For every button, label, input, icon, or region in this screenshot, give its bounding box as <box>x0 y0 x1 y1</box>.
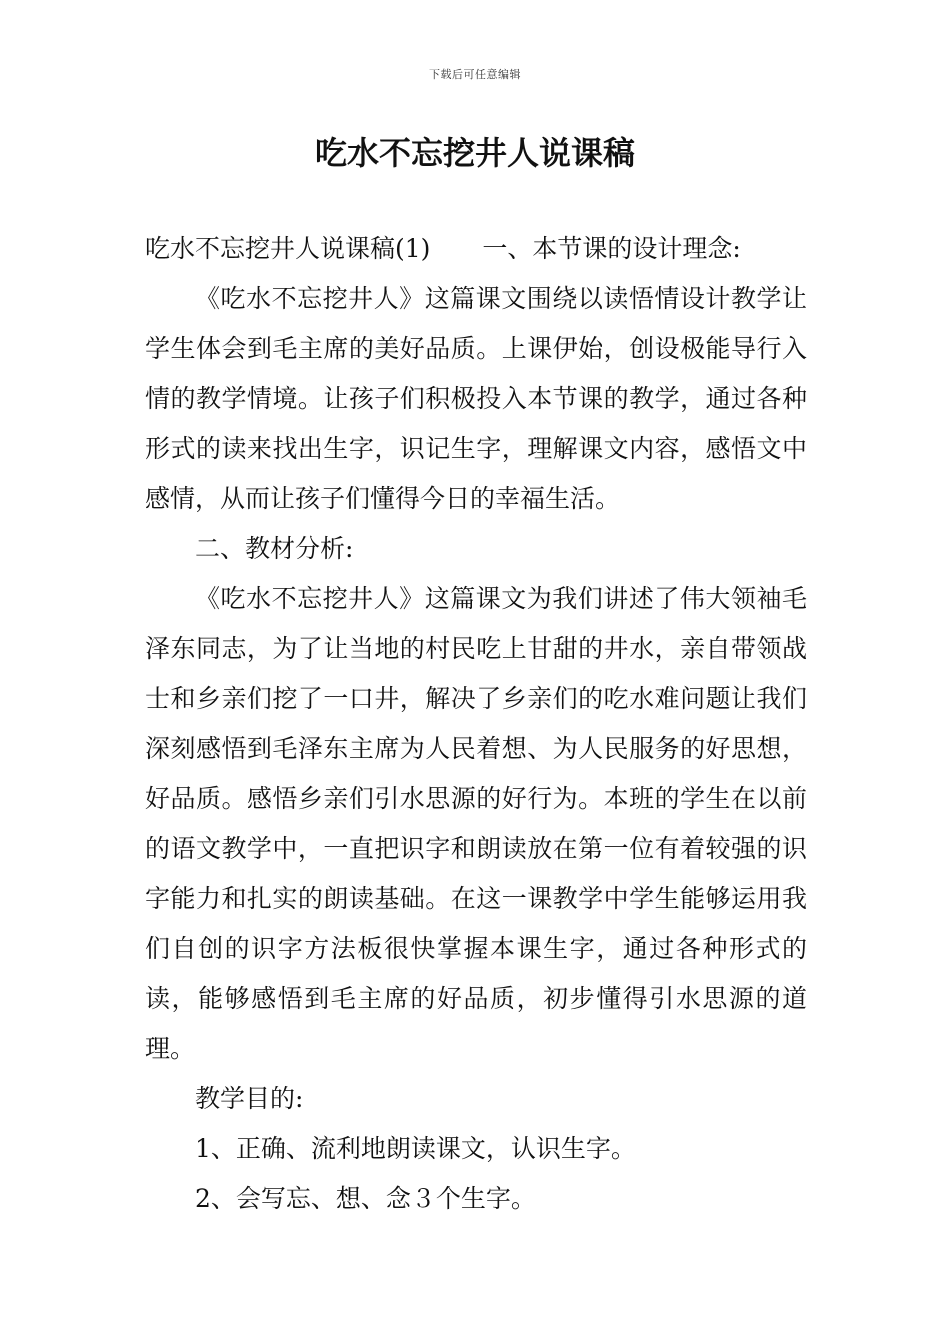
goal-item-2: 2、会写忘、想、念３个生字。 <box>195 1184 536 1213</box>
paragraph-material-analysis: 《吃水不忘挖井人》这篇课文为我们讲述了伟大领袖毛泽东同志，为了让当地的村民吃上甘甜的井水，亲自带领战士和乡亲们挖了一口井，解决了乡亲们的吃水难问题让我们深刻感悟到毛泽东主席为人民着想、为人民服务的好思想，好品质。感悟乡亲们引水思源的好行为。本班的学生在以前的语文教学中，一直把识字和朗读放在第一位有着较强的识字能力和扎实的朗读基础。在这一课教学中学生能够运用我们自创的识字方法板很快掌握本课生字，通过各种形式的读，能够感悟到毛主席的好品质，初步懂得引水思源的道理。 <box>145 584 807 1063</box>
document-heading: 吃水不忘挖井人说课稿(1) <box>145 234 431 263</box>
paragraph-design-concept: 《吃水不忘挖井人》这篇课文围绕以读悟情设计教学让学生体会到毛主席的美好品质。上课伊始，创设极能导行入情的教学情境。让孩子们积极投入本节课的教学，通过各种形式的读来找出生字，识记生字，理解课文内容，感悟文中感情，从而让孩子们懂得今日的幸福生活。 <box>145 284 807 513</box>
goal-item-1: 1、正确、流利地朗读课文，认识生字。 <box>195 1134 636 1163</box>
document-title: 吃水不忘挖井人说课稿 <box>314 134 635 172</box>
section-heading-material-analysis: 二、教材分析: <box>195 534 354 563</box>
document-body <box>145 224 807 1224</box>
section-heading-design-concept: 一、本节课的设计理念: <box>482 234 741 263</box>
first-line <box>145 224 807 274</box>
header-note: 下载后可任意编辑 <box>429 68 521 81</box>
section-heading-teaching-goals: 教学目的: <box>195 1084 304 1113</box>
